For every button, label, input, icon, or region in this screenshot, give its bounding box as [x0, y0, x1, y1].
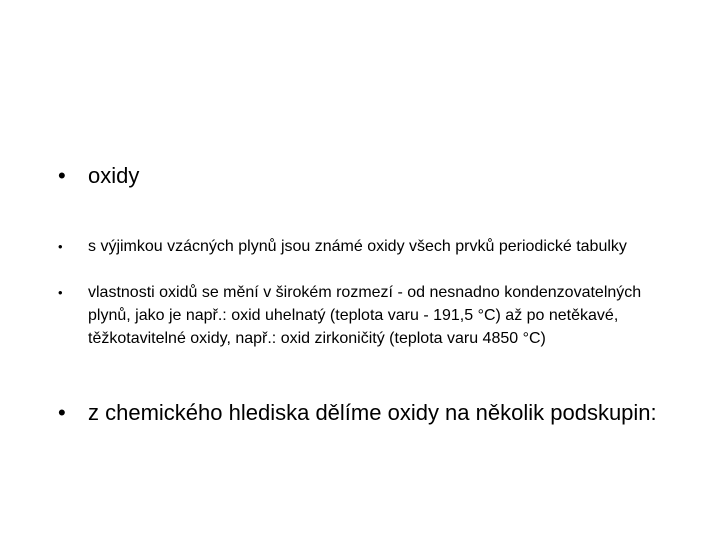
bullet-conclusion: [58, 398, 658, 428]
sub-bullet-text: vlastnosti oxidů se mění v širokém rozmezí - od nesnadno kondenzovatelných plynů, jako je např.: oxid uhelnatý (teplota varu - 191,5 °C) až po netěkavé, těžkotavitelné oxidy, např.: oxid zirkoničitý (teplota varu 4850 °C): [88, 284, 642, 347]
heading-text: oxidy: [88, 163, 140, 188]
bullet-marker: •: [58, 400, 66, 425]
sub-bullet-item: [58, 235, 658, 258]
bullet-marker: •: [58, 239, 63, 254]
bullet-marker: •: [58, 163, 66, 188]
sub-bullet-text: s výjimkou vzácných plynů jsou známé oxidy všech prvků periodické tabulky: [88, 238, 627, 255]
bullet-marker: •: [58, 285, 63, 300]
bullet-heading: [58, 162, 658, 190]
conclusion-text: z chemického hlediska dělíme oxidy na několik podskupin:: [88, 400, 657, 425]
sub-bullet-item: [58, 281, 658, 350]
